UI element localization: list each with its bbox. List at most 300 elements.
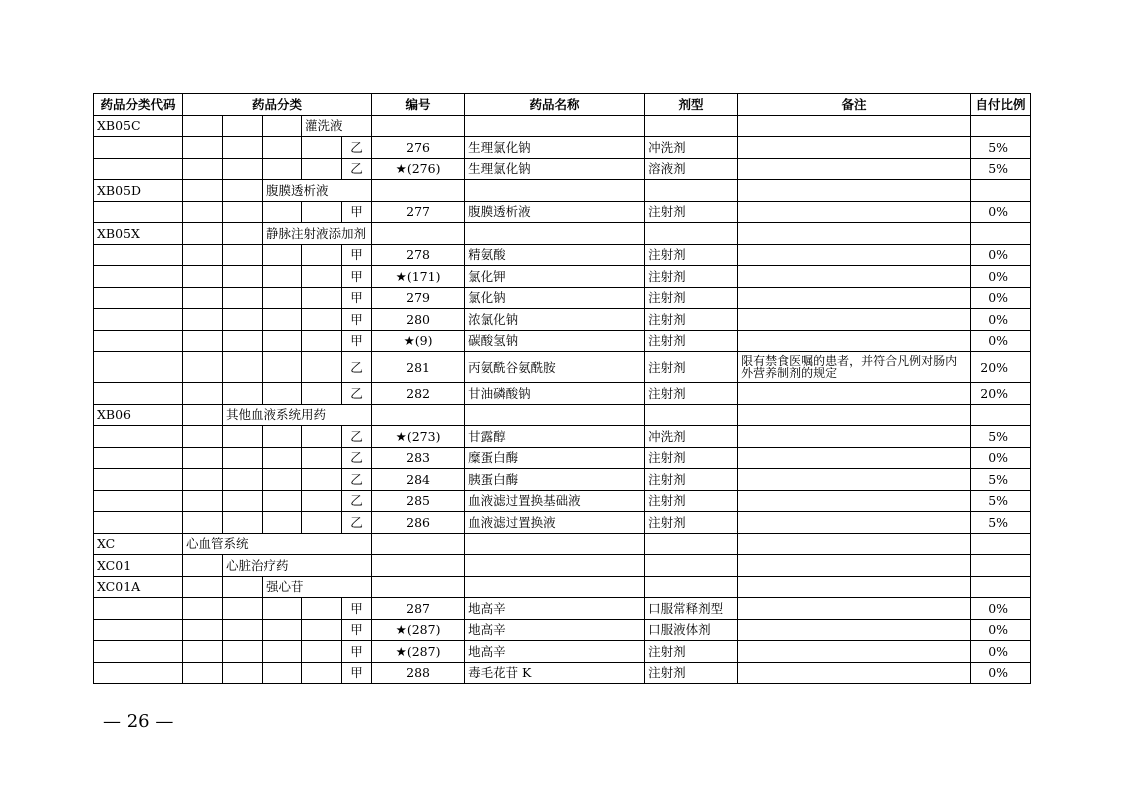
category-level-1-cell: 心血管系统 <box>183 533 372 555</box>
number-cell: 280 <box>372 309 465 331</box>
header-note: 备注 <box>738 94 971 116</box>
category-level-3-cell <box>263 490 302 512</box>
category-level-4-cell <box>302 619 342 641</box>
category-level-1-cell <box>183 383 223 405</box>
category-level-3-cell <box>263 115 302 137</box>
note-cell <box>738 404 971 426</box>
table-row <box>94 287 1031 309</box>
number-cell: 283 <box>372 447 465 469</box>
drug-name-cell: 甘露醇 <box>465 426 645 448</box>
category-level-4-cell <box>302 244 342 266</box>
drug-name-cell: 地高辛 <box>465 598 645 620</box>
category-level-4-cell: 灌洗液 <box>302 115 372 137</box>
code-cell <box>94 309 183 331</box>
category-level-1-cell <box>183 352 223 383</box>
category-level-1-cell <box>183 330 223 352</box>
insurance-class-cell: 甲 <box>342 244 372 266</box>
note-cell <box>738 576 971 598</box>
table-row <box>94 619 1031 641</box>
insurance-class-cell: 乙 <box>342 426 372 448</box>
category-level-2-cell <box>223 137 263 159</box>
header-name: 药品名称 <box>465 94 645 116</box>
ratio-cell <box>971 223 1031 245</box>
dosage-form-cell: 溶液剂 <box>645 158 738 180</box>
code-cell <box>94 490 183 512</box>
code-cell <box>94 426 183 448</box>
ratio-cell: 5% <box>971 158 1031 180</box>
code-cell <box>94 158 183 180</box>
category-level-2-cell <box>223 512 263 534</box>
dosage-form-cell <box>645 115 738 137</box>
category-level-2-cell <box>223 244 263 266</box>
code-cell: XB05C <box>94 115 183 137</box>
category-level-4-cell <box>302 309 342 331</box>
ratio-cell <box>971 555 1031 577</box>
category-level-2-cell <box>223 576 263 598</box>
code-cell <box>94 641 183 663</box>
insurance-class-cell: 甲 <box>342 201 372 223</box>
category-level-2-cell <box>223 158 263 180</box>
category-level-4-cell <box>302 266 342 288</box>
category-level-1-cell <box>183 490 223 512</box>
category-level-2-cell <box>223 223 263 245</box>
drug-name-cell: 毒毛花苷 K <box>465 662 645 684</box>
category-level-1-cell <box>183 115 223 137</box>
ratio-cell: 0% <box>971 662 1031 684</box>
category-level-3-cell: 强心苷 <box>263 576 372 598</box>
category-level-3-cell: 静脉注射液添加剂 <box>263 223 372 245</box>
category-level-3-cell <box>263 512 302 534</box>
dosage-form-cell: 注射剂 <box>645 447 738 469</box>
category-level-2-cell <box>223 115 263 137</box>
code-cell: XB05X <box>94 223 183 245</box>
drug-name-cell: 腹膜透析液 <box>465 201 645 223</box>
note-cell <box>738 180 971 202</box>
note-cell <box>738 223 971 245</box>
ratio-cell: 0% <box>971 309 1031 331</box>
insurance-class-cell: 甲 <box>342 287 372 309</box>
code-cell: XC01A <box>94 576 183 598</box>
ratio-cell: 0% <box>971 447 1031 469</box>
category-level-1-cell <box>183 244 223 266</box>
category-level-3-cell <box>263 201 302 223</box>
ratio-cell: 0% <box>971 266 1031 288</box>
table-row <box>94 555 1031 577</box>
category-level-4-cell <box>302 641 342 663</box>
note-cell <box>738 641 971 663</box>
category-level-3-cell <box>263 137 302 159</box>
table-row <box>94 512 1031 534</box>
table-row <box>94 533 1031 555</box>
header-category: 药品分类 <box>183 94 372 116</box>
table-row <box>94 180 1031 202</box>
category-level-1-cell <box>183 137 223 159</box>
category-level-1-cell <box>183 223 223 245</box>
table-row <box>94 447 1031 469</box>
ratio-cell: 0% <box>971 641 1031 663</box>
number-cell <box>372 555 465 577</box>
category-level-1-cell <box>183 662 223 684</box>
category-level-1-cell <box>183 309 223 331</box>
number-cell: 277 <box>372 201 465 223</box>
note-cell <box>738 383 971 405</box>
drug-list-table <box>93 93 1031 684</box>
number-cell: ★(9) <box>372 330 465 352</box>
drug-name-cell: 精氨酸 <box>465 244 645 266</box>
code-cell <box>94 512 183 534</box>
ratio-cell: 0% <box>971 598 1031 620</box>
category-level-4-cell <box>302 512 342 534</box>
category-level-2-cell <box>223 641 263 663</box>
code-cell <box>94 598 183 620</box>
category-level-3-cell <box>263 158 302 180</box>
category-level-2-cell <box>223 287 263 309</box>
insurance-class-cell: 甲 <box>342 309 372 331</box>
note-cell <box>738 447 971 469</box>
category-level-4-cell <box>302 383 342 405</box>
insurance-class-cell: 甲 <box>342 266 372 288</box>
dosage-form-cell: 注射剂 <box>645 309 738 331</box>
dosage-form-cell: 注射剂 <box>645 266 738 288</box>
drug-name-cell: 糜蛋白酶 <box>465 447 645 469</box>
number-cell: ★(171) <box>372 266 465 288</box>
drug-name-cell <box>465 404 645 426</box>
dosage-form-cell: 注射剂 <box>645 352 738 383</box>
category-level-3-cell <box>263 266 302 288</box>
number-cell: 282 <box>372 383 465 405</box>
category-level-1-cell <box>183 158 223 180</box>
insurance-class-cell: 乙 <box>342 137 372 159</box>
header-ratio: 自付比例 <box>971 94 1031 116</box>
table-row <box>94 598 1031 620</box>
category-level-2-cell <box>223 426 263 448</box>
code-cell <box>94 244 183 266</box>
category-level-3-cell <box>263 309 302 331</box>
category-level-2-cell: 心脏治疗药 <box>223 555 372 577</box>
ratio-cell: 0% <box>971 287 1031 309</box>
ratio-cell: 20% <box>971 383 1031 405</box>
number-cell: ★(276) <box>372 158 465 180</box>
code-cell: XB05D <box>94 180 183 202</box>
number-cell: 284 <box>372 469 465 491</box>
number-cell <box>372 576 465 598</box>
table-row <box>94 576 1031 598</box>
note-cell <box>738 330 971 352</box>
insurance-class-cell: 乙 <box>342 352 372 383</box>
code-cell <box>94 447 183 469</box>
code-cell <box>94 137 183 159</box>
ratio-cell: 5% <box>971 137 1031 159</box>
number-cell: 276 <box>372 137 465 159</box>
category-level-1-cell <box>183 180 223 202</box>
code-cell <box>94 352 183 383</box>
insurance-class-cell: 甲 <box>342 330 372 352</box>
category-level-3-cell <box>263 598 302 620</box>
category-level-2-cell <box>223 469 263 491</box>
dosage-form-cell <box>645 576 738 598</box>
category-level-1-cell <box>183 555 223 577</box>
table-row <box>94 352 1031 383</box>
ratio-cell <box>971 533 1031 555</box>
number-cell: 278 <box>372 244 465 266</box>
drug-name-cell: 浓氯化钠 <box>465 309 645 331</box>
ratio-cell: 5% <box>971 469 1031 491</box>
category-level-2-cell <box>223 598 263 620</box>
note-cell <box>738 533 971 555</box>
number-cell <box>372 223 465 245</box>
insurance-class-cell: 乙 <box>342 383 372 405</box>
note-cell <box>738 201 971 223</box>
dosage-form-cell: 注射剂 <box>645 383 738 405</box>
drug-name-cell: 丙氨酰谷氨酰胺 <box>465 352 645 383</box>
table-row <box>94 383 1031 405</box>
category-level-4-cell <box>302 662 342 684</box>
category-level-4-cell <box>302 137 342 159</box>
dosage-form-cell <box>645 555 738 577</box>
drug-name-cell: 生理氯化钠 <box>465 137 645 159</box>
code-cell <box>94 619 183 641</box>
category-level-2-cell <box>223 383 263 405</box>
table-row <box>94 201 1031 223</box>
ratio-cell: 5% <box>971 512 1031 534</box>
drug-name-cell: 血液滤过置换基础液 <box>465 490 645 512</box>
note-cell <box>738 309 971 331</box>
dosage-form-cell: 注射剂 <box>645 330 738 352</box>
category-level-1-cell <box>183 201 223 223</box>
drug-name-cell: 地高辛 <box>465 619 645 641</box>
drug-name-cell: 生理氯化钠 <box>465 158 645 180</box>
drug-name-cell: 地高辛 <box>465 641 645 663</box>
category-level-1-cell <box>183 512 223 534</box>
note-cell <box>738 287 971 309</box>
header-row <box>94 94 1031 116</box>
category-level-2-cell <box>223 201 263 223</box>
code-cell <box>94 330 183 352</box>
note-cell <box>738 469 971 491</box>
dosage-form-cell: 注射剂 <box>645 641 738 663</box>
number-cell: 286 <box>372 512 465 534</box>
number-cell: 285 <box>372 490 465 512</box>
category-level-1-cell <box>183 641 223 663</box>
insurance-class-cell: 乙 <box>342 469 372 491</box>
category-level-2-cell: 其他血液系统用药 <box>223 404 372 426</box>
category-level-3-cell <box>263 287 302 309</box>
dosage-form-cell <box>645 404 738 426</box>
category-level-2-cell <box>223 352 263 383</box>
note-cell <box>738 490 971 512</box>
code-cell: XB06 <box>94 404 183 426</box>
table-row <box>94 309 1031 331</box>
category-level-3-cell <box>263 244 302 266</box>
category-level-1-cell <box>183 404 223 426</box>
category-level-2-cell <box>223 490 263 512</box>
ratio-cell: 20% <box>971 352 1031 383</box>
table-row <box>94 641 1031 663</box>
dosage-form-cell <box>645 223 738 245</box>
note-cell <box>738 426 971 448</box>
insurance-class-cell: 甲 <box>342 598 372 620</box>
number-cell <box>372 533 465 555</box>
table-row <box>94 330 1031 352</box>
code-cell: XC01 <box>94 555 183 577</box>
dosage-form-cell: 注射剂 <box>645 490 738 512</box>
category-level-2-cell <box>223 266 263 288</box>
number-cell <box>372 115 465 137</box>
note-cell <box>738 512 971 534</box>
category-level-1-cell <box>183 469 223 491</box>
category-level-2-cell <box>223 309 263 331</box>
insurance-class-cell: 甲 <box>342 619 372 641</box>
drug-name-cell: 胰蛋白酶 <box>465 469 645 491</box>
dosage-form-cell: 注射剂 <box>645 662 738 684</box>
category-level-1-cell <box>183 266 223 288</box>
number-cell: ★(273) <box>372 426 465 448</box>
number-cell: 287 <box>372 598 465 620</box>
drug-name-cell <box>465 555 645 577</box>
category-level-1-cell <box>183 426 223 448</box>
ratio-cell <box>971 576 1031 598</box>
category-level-1-cell <box>183 619 223 641</box>
table-row <box>94 469 1031 491</box>
category-level-4-cell <box>302 598 342 620</box>
drug-name-cell <box>465 576 645 598</box>
note-cell <box>738 158 971 180</box>
drug-name-cell: 氯化钾 <box>465 266 645 288</box>
dosage-form-cell: 注射剂 <box>645 287 738 309</box>
dosage-form-cell: 注射剂 <box>645 201 738 223</box>
category-level-3-cell <box>263 641 302 663</box>
drug-name-cell <box>465 180 645 202</box>
category-level-3-cell: 腹膜透析液 <box>263 180 372 202</box>
header-number: 编号 <box>372 94 465 116</box>
category-level-1-cell <box>183 576 223 598</box>
category-level-4-cell <box>302 426 342 448</box>
number-cell: ★(287) <box>372 641 465 663</box>
table-row <box>94 158 1031 180</box>
table-row <box>94 115 1031 137</box>
category-level-2-cell <box>223 330 263 352</box>
ratio-cell <box>971 180 1031 202</box>
number-cell <box>372 180 465 202</box>
table-row <box>94 426 1031 448</box>
ratio-cell: 5% <box>971 426 1031 448</box>
category-level-1-cell <box>183 598 223 620</box>
table-row <box>94 266 1031 288</box>
ratio-cell: 0% <box>971 330 1031 352</box>
drug-name-cell <box>465 223 645 245</box>
note-cell <box>738 137 971 159</box>
note-cell <box>738 598 971 620</box>
header-code: 药品分类代码 <box>94 94 183 116</box>
category-level-3-cell <box>263 330 302 352</box>
code-cell <box>94 266 183 288</box>
number-cell: 279 <box>372 287 465 309</box>
category-level-1-cell <box>183 287 223 309</box>
category-level-3-cell <box>263 383 302 405</box>
number-cell: 281 <box>372 352 465 383</box>
code-cell: XC <box>94 533 183 555</box>
insurance-class-cell: 乙 <box>342 447 372 469</box>
dosage-form-cell: 冲洗剂 <box>645 137 738 159</box>
note-cell <box>738 662 971 684</box>
insurance-class-cell: 乙 <box>342 490 372 512</box>
category-level-3-cell <box>263 619 302 641</box>
dosage-form-cell: 注射剂 <box>645 512 738 534</box>
category-level-3-cell <box>263 469 302 491</box>
code-cell <box>94 469 183 491</box>
category-level-4-cell <box>302 490 342 512</box>
table-row <box>94 662 1031 684</box>
note-cell: 限有禁食医嘱的患者，并符合凡例对肠内外营养制剂的规定 <box>738 352 971 383</box>
table-row <box>94 244 1031 266</box>
category-level-3-cell <box>263 662 302 684</box>
number-cell <box>372 404 465 426</box>
insurance-class-cell: 甲 <box>342 662 372 684</box>
dosage-form-cell: 注射剂 <box>645 469 738 491</box>
ratio-cell: 0% <box>971 201 1031 223</box>
category-level-2-cell <box>223 619 263 641</box>
code-cell <box>94 287 183 309</box>
category-level-2-cell <box>223 447 263 469</box>
code-cell <box>94 383 183 405</box>
insurance-class-cell: 甲 <box>342 641 372 663</box>
category-level-3-cell <box>263 426 302 448</box>
category-level-4-cell <box>302 287 342 309</box>
table-row <box>94 223 1031 245</box>
table-row <box>94 137 1031 159</box>
category-level-4-cell <box>302 330 342 352</box>
drug-name-cell: 碳酸氢钠 <box>465 330 645 352</box>
dosage-form-cell: 冲洗剂 <box>645 426 738 448</box>
number-cell: ★(287) <box>372 619 465 641</box>
category-level-3-cell <box>263 447 302 469</box>
ratio-cell <box>971 115 1031 137</box>
ratio-cell: 0% <box>971 619 1031 641</box>
table-row <box>94 490 1031 512</box>
note-cell <box>738 619 971 641</box>
number-cell: 288 <box>372 662 465 684</box>
dosage-form-cell: 口服液体剂 <box>645 619 738 641</box>
category-level-4-cell <box>302 352 342 383</box>
category-level-4-cell <box>302 158 342 180</box>
category-level-4-cell <box>302 201 342 223</box>
drug-name-cell <box>465 115 645 137</box>
insurance-class-cell: 乙 <box>342 512 372 534</box>
drug-name-cell: 氯化钠 <box>465 287 645 309</box>
code-cell <box>94 201 183 223</box>
insurance-class-cell: 乙 <box>342 158 372 180</box>
code-cell <box>94 662 183 684</box>
page-number: — 26 — <box>103 711 174 732</box>
dosage-form-cell: 注射剂 <box>645 244 738 266</box>
note-cell <box>738 244 971 266</box>
dosage-form-cell <box>645 533 738 555</box>
ratio-cell: 0% <box>971 244 1031 266</box>
category-level-2-cell <box>223 180 263 202</box>
drug-name-cell: 血液滤过置换液 <box>465 512 645 534</box>
table-row <box>94 404 1031 426</box>
category-level-4-cell <box>302 469 342 491</box>
note-cell <box>738 115 971 137</box>
dosage-form-cell: 口服常释剂型 <box>645 598 738 620</box>
category-level-3-cell <box>263 352 302 383</box>
note-cell <box>738 555 971 577</box>
category-level-2-cell <box>223 662 263 684</box>
category-level-4-cell <box>302 447 342 469</box>
ratio-cell <box>971 404 1031 426</box>
drug-name-cell: 甘油磷酸钠 <box>465 383 645 405</box>
dosage-form-cell <box>645 180 738 202</box>
